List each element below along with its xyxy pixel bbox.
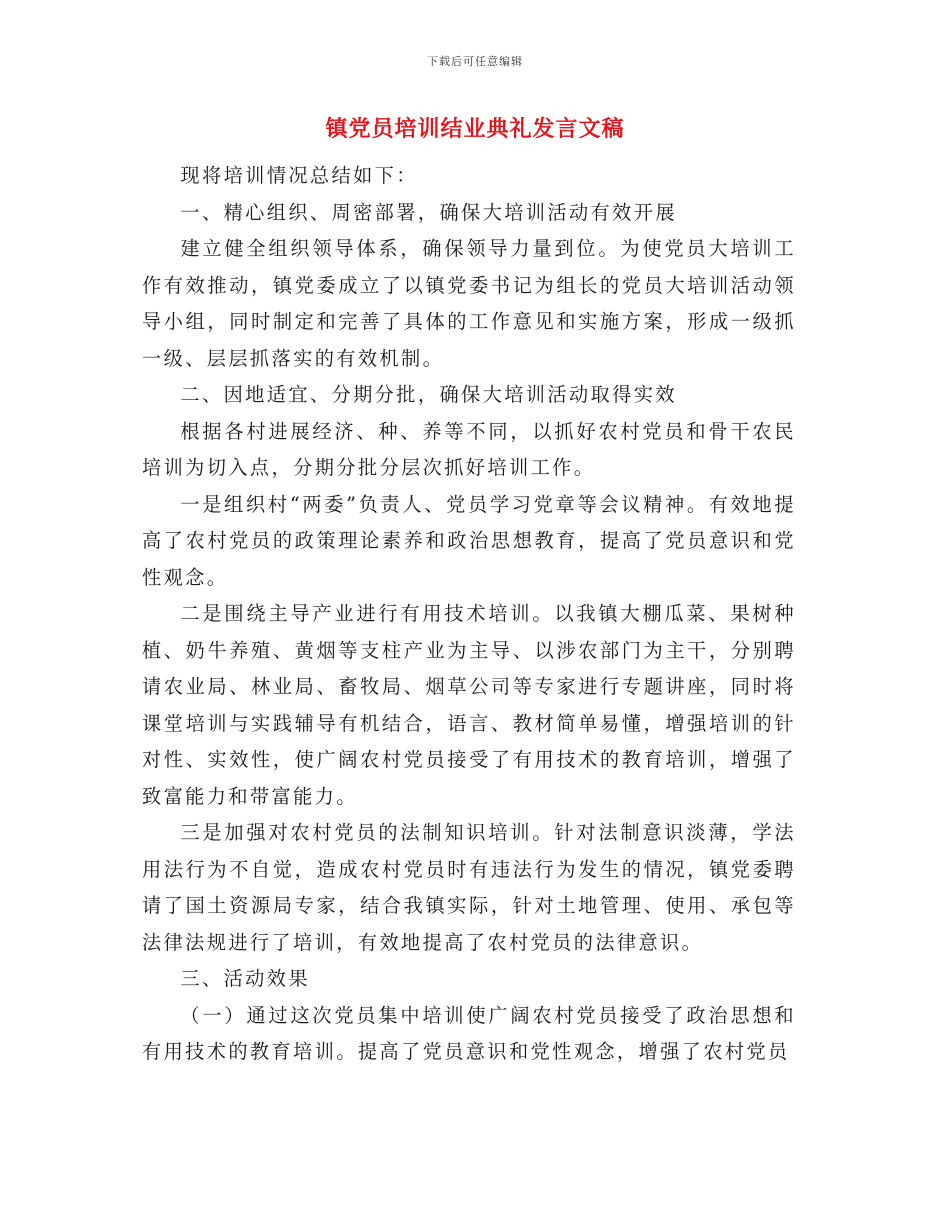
document-body	[142, 158, 796, 1071]
document-title: 镇党员培训结业典礼发言文稿	[325, 116, 625, 142]
paragraph: 建立健全组织领导体系，确保领导力量到位。为使党员大培训工作有效推动，镇党委成立了以镇党委书记为组长的党员大培训活动领导小组，同时制定和完善了具体的工作意见和实施方案，形成一级抓一级、层层抓落实的有效机制。	[142, 237, 796, 370]
paragraph: 二是围绕主导产业进行有用技术培训。以我镇大棚瓜菜、果树种植、奶牛养殖、黄烟等支柱产业为主导、以涉农部门为主干，分别聘请农业局、林业局、畜牧局、烟草公司等专家进行专题讲座，同时将课堂培训与实践辅导有机结合，语言、教材简单易懂，增强培训的针对性、实效性，使广阔农村党员接受了有用技术的教育培训，增强了致富能力和带富能力。	[142, 602, 796, 808]
paragraph: 一是组织村“两委”负责人、党员学习党章等会议精神。有效地提高了农村党员的政策理论素养和政治思想教育，提高了党员意识和党性观念。	[142, 492, 796, 589]
section-heading-1: 一、精心组织、周密部署，确保大培训活动有效开展	[180, 200, 677, 224]
paragraph: 三是加强对农村党员的法制知识培训。针对法制意识淡薄，学法用法行为不自觉，造成农村党员时有违法行为发生的情况，镇党委聘请了国土资源局专家，结合我镇实际，针对土地管理、使用、承包等法律法规进行了培训，有效地提高了农村党员的法律意识。	[142, 821, 796, 954]
paragraph: 根据各村进展经济、种、养等不同，以抓好农村党员和骨干农民培训为切入点，分期分批分层次抓好培训工作。	[142, 419, 796, 479]
header-note: 下载后可任意编辑	[427, 55, 523, 68]
paragraph: （一）通过这次党员集中培训使广阔农村党员接受了政治思想和有用技术的教育培训。提高了党员意识和党性观念，增强了农村党员	[142, 1003, 796, 1063]
section-heading-3: 三、活动效果	[180, 967, 310, 990]
section-heading-2: 二、因地适宜、分期分批，确保大培训活动取得实效	[180, 383, 677, 406]
paragraph-intro: 现将培训情况总结如下：	[180, 164, 418, 187]
